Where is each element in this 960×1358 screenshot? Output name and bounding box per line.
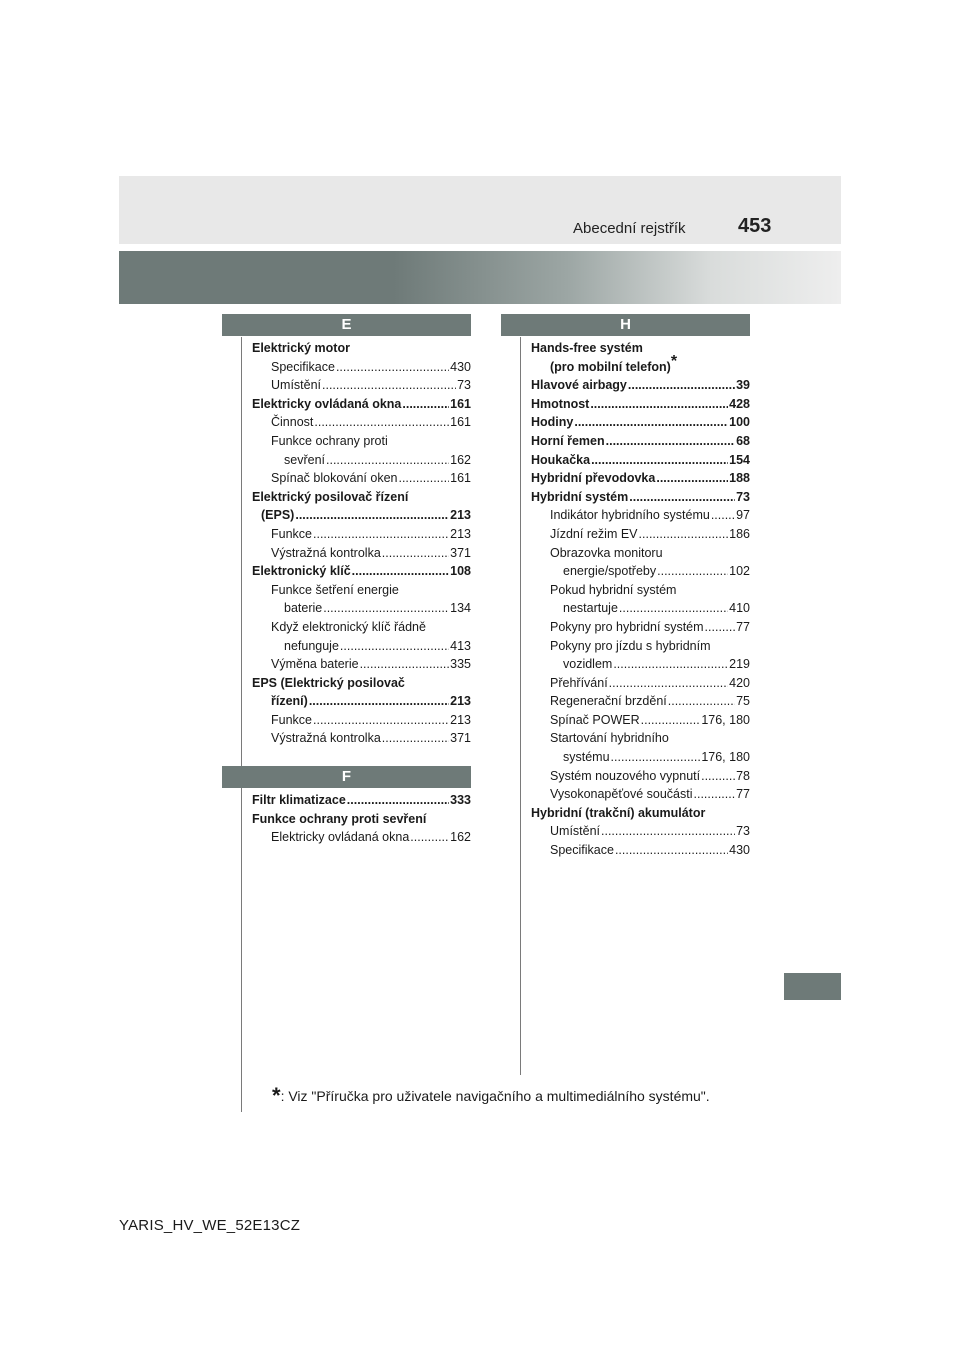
entry-term: Elektronický klíč [252, 564, 351, 579]
dot-leader [295, 506, 449, 525]
entry-term: (EPS) [261, 508, 295, 523]
entry-term: Umístění [271, 378, 322, 393]
entry-term: Elektrický posilovač řízení [252, 489, 409, 504]
dot-leader [398, 469, 449, 488]
entry-term: Činnost [271, 415, 314, 430]
index-entry [252, 692, 471, 711]
entry-term: Elektrický motor [252, 341, 350, 355]
index-entry [531, 785, 750, 804]
footnote [272, 1083, 710, 1109]
index-entry [252, 810, 471, 829]
index-entry [252, 828, 471, 847]
entry-term: Elektricky ovládaná okna [252, 396, 402, 411]
entry-page: 333 [450, 793, 471, 807]
entry-term: Hybridní převodovka [531, 471, 656, 486]
index-entry [252, 544, 471, 563]
dot-leader [609, 674, 728, 693]
entry-page: 77 [736, 787, 750, 802]
entry-term: Jízdní režim EV [550, 526, 638, 541]
index-entry [531, 488, 750, 507]
entry-page: 162 [450, 830, 471, 845]
index-entry [252, 791, 471, 810]
entry-term: energie/spotřeby [563, 564, 657, 579]
entry-page: 154 [729, 452, 750, 467]
index-entry [531, 729, 750, 748]
dot-leader [382, 729, 449, 748]
index-entry [252, 469, 471, 488]
entry-term: Obrazovka monitoru [550, 545, 663, 560]
entry-term: Startování hybridního [550, 731, 669, 746]
entry-term: (pro mobilní telefon) [550, 359, 671, 374]
index-entry [252, 618, 471, 637]
entry-page: 176, 180 [701, 712, 750, 727]
index-entry [531, 692, 750, 711]
footnote-reference: * [670, 352, 678, 370]
dot-leader [668, 692, 735, 711]
index-entry [531, 804, 750, 823]
index-entry [252, 599, 471, 618]
dot-leader [382, 544, 449, 563]
dot-leader [313, 525, 449, 544]
entry-page: 68 [736, 433, 750, 448]
entry-page: 161 [450, 471, 471, 486]
entry-term: Výměna baterie [271, 657, 359, 672]
dot-leader [322, 376, 456, 395]
entry-term: Přehřívání [550, 675, 608, 690]
dot-leader [352, 562, 449, 581]
entry-term: nestartuje [563, 601, 618, 616]
dot-leader [657, 562, 728, 581]
dot-leader [360, 655, 450, 674]
dot-leader [323, 599, 449, 618]
entry-term: Pokyny pro hybridní systém [550, 619, 704, 634]
index-list-e [252, 339, 471, 748]
dot-leader [639, 525, 729, 544]
index-entry [531, 618, 750, 637]
section-tab[interactable] [784, 973, 841, 1000]
index-list-h [531, 339, 750, 860]
index-entry [531, 711, 750, 730]
entry-page: 213 [450, 526, 471, 541]
dot-leader [694, 785, 736, 804]
index-letter-f: F [222, 766, 471, 788]
entry-page: 75 [736, 694, 750, 709]
entry-page: 176, 180 [701, 750, 750, 765]
dot-leader [611, 748, 701, 767]
entry-term: Umístění [550, 824, 601, 839]
entry-page: 100 [729, 415, 750, 430]
entry-term: Funkce [271, 526, 312, 541]
entry-term: Horní řemen [531, 433, 605, 448]
dot-leader [591, 451, 728, 470]
entry-page: 410 [729, 601, 750, 616]
dot-leader [340, 637, 449, 656]
entry-page: 73 [457, 378, 471, 393]
entry-term: Výstražná kontrolka [271, 545, 381, 560]
entry-page: 134 [450, 601, 471, 616]
entry-term: Specifikace [271, 359, 335, 374]
entry-page: 219 [729, 657, 750, 672]
dot-leader [701, 767, 735, 786]
entry-page: 335 [450, 657, 471, 672]
footnote-text: : Viz "Příručka pro uživatele navigačního a multimediálního systému". [280, 1088, 710, 1104]
entry-page: 108 [450, 564, 471, 579]
entry-term: Filtr klimatizace [252, 793, 346, 807]
entry-page: 371 [450, 545, 471, 560]
dot-leader [313, 711, 449, 730]
entry-term: Spínač POWER [550, 712, 640, 727]
index-entry [252, 637, 471, 656]
entry-term: Hmotnost [531, 396, 590, 411]
dot-leader [574, 413, 728, 432]
dot-leader [656, 469, 728, 488]
entry-term: nefunguje [284, 638, 339, 653]
dot-leader [628, 376, 735, 395]
entry-term: Hybridní (trakční) akumulátor [531, 805, 706, 820]
entry-page: 430 [729, 843, 750, 858]
entry-term: vozidlem [563, 657, 613, 672]
entry-term: EPS (Elektrický posilovač [252, 675, 405, 690]
entry-term: Specifikace [550, 843, 614, 858]
entry-term: Pokyny pro jízdu s hybridním [550, 638, 711, 653]
dot-leader [410, 828, 449, 847]
index-letter-e: E [222, 314, 471, 336]
page-number: 453 [738, 215, 772, 237]
index-entry [252, 581, 471, 600]
index-entry [531, 767, 750, 786]
entry-term: Funkce šetření energie [271, 582, 399, 597]
entry-term: Funkce [271, 712, 312, 727]
entry-term: Elektricky ovládaná okna [271, 830, 410, 845]
index-entry [252, 488, 471, 507]
index-list-f [252, 791, 471, 847]
index-entry [252, 395, 471, 414]
entry-term: Hybridní systém [531, 489, 629, 504]
dot-leader [590, 395, 728, 414]
index-entry [252, 674, 471, 693]
index-entry [531, 822, 750, 841]
index-entry [531, 339, 750, 358]
dot-leader [641, 711, 701, 730]
index-entry [531, 451, 750, 470]
entry-page: 186 [729, 526, 750, 541]
index-letter-h: H [501, 314, 750, 336]
header-bar [119, 176, 841, 244]
index-entry [531, 841, 750, 860]
entry-page: 371 [450, 731, 471, 746]
index-entry [531, 352, 750, 377]
entry-term: Spínač blokování oken [271, 471, 398, 486]
index-entry [531, 525, 750, 544]
entry-term: Houkačka [531, 452, 591, 467]
entry-page: 213 [450, 694, 471, 709]
index-entry [252, 525, 471, 544]
dot-leader [705, 618, 736, 637]
index-entry [531, 674, 750, 693]
dot-leader [615, 841, 728, 860]
entry-term: baterie [284, 601, 323, 616]
entry-term: Hlavové airbagy [531, 378, 627, 393]
index-entry [531, 581, 750, 600]
dot-leader [619, 599, 728, 618]
entry-page: 430 [450, 359, 471, 374]
footnote-marker: * [272, 1083, 281, 1108]
index-entry [252, 413, 471, 432]
index-entry [252, 339, 471, 358]
dot-leader [326, 451, 449, 470]
entry-term: Vysokonapěťové součásti [550, 787, 693, 802]
index-entry [252, 376, 471, 395]
index-entry [531, 376, 750, 395]
index-entry [531, 562, 750, 581]
entry-page: 161 [450, 396, 471, 411]
entry-page: 428 [729, 396, 750, 411]
column-divider-left [241, 337, 242, 1112]
entry-term: Pokud hybridní systém [550, 582, 677, 597]
entry-term: Systém nouzového vypnutí [550, 768, 701, 783]
index-entry [531, 748, 750, 767]
index-entry [531, 432, 750, 451]
entry-term: sevření [284, 452, 325, 467]
entry-term: Když elektronický klíč řádně [271, 619, 426, 634]
entry-page: 78 [736, 768, 750, 783]
entry-page: 97 [736, 508, 750, 523]
entry-term: řízení) [271, 694, 308, 709]
index-entry [531, 469, 750, 488]
document-code: YARIS_HV_WE_52E13CZ [119, 1217, 301, 1234]
index-entry [252, 562, 471, 581]
entry-term: Funkce ochrany proti sevření [252, 811, 427, 826]
page-title: Abecední rejstřík [573, 220, 686, 237]
column-divider-right [520, 337, 521, 1075]
dot-leader [606, 432, 735, 451]
index-entry [531, 599, 750, 618]
index-entry [252, 506, 471, 525]
index-entry [531, 395, 750, 414]
dot-leader [314, 413, 449, 432]
entry-page: 161 [450, 415, 471, 430]
dot-leader [347, 791, 449, 810]
entry-page: 39 [736, 378, 750, 393]
dot-leader [601, 822, 735, 841]
index-entry [252, 655, 471, 674]
index-entry [531, 506, 750, 525]
entry-page: 73 [736, 824, 750, 839]
index-entry [531, 544, 750, 563]
index-entry [252, 358, 471, 377]
entry-page: 188 [729, 471, 750, 486]
dot-leader [336, 358, 449, 377]
entry-term: Hodiny [531, 415, 574, 430]
entry-term: Hands-free systém [531, 341, 643, 355]
entry-term: Regenerační brzdění [550, 694, 667, 709]
index-entry [252, 729, 471, 748]
decorative-band [119, 251, 841, 304]
entry-page: 102 [729, 564, 750, 579]
entry-term: Funkce ochrany proti [271, 433, 388, 448]
entry-term: Indikátor hybridního systému [550, 508, 710, 523]
entry-page: 213 [450, 508, 471, 523]
entry-page: 420 [729, 675, 750, 690]
entry-page: 413 [450, 638, 471, 653]
dot-leader [711, 506, 735, 525]
dot-leader [402, 395, 449, 414]
index-entry [531, 637, 750, 656]
index-entry [531, 655, 750, 674]
entry-page: 213 [450, 712, 471, 727]
entry-term: Výstražná kontrolka [271, 731, 381, 746]
entry-page: 162 [450, 452, 471, 467]
index-entry [252, 711, 471, 730]
index-entry [531, 413, 750, 432]
entry-page: 73 [736, 489, 750, 504]
dot-leader [309, 692, 449, 711]
index-entry [252, 432, 471, 451]
entry-page: 77 [736, 619, 750, 634]
entry-term: systému [563, 750, 610, 765]
dot-leader [629, 488, 735, 507]
index-entry [252, 451, 471, 470]
dot-leader [613, 655, 728, 674]
